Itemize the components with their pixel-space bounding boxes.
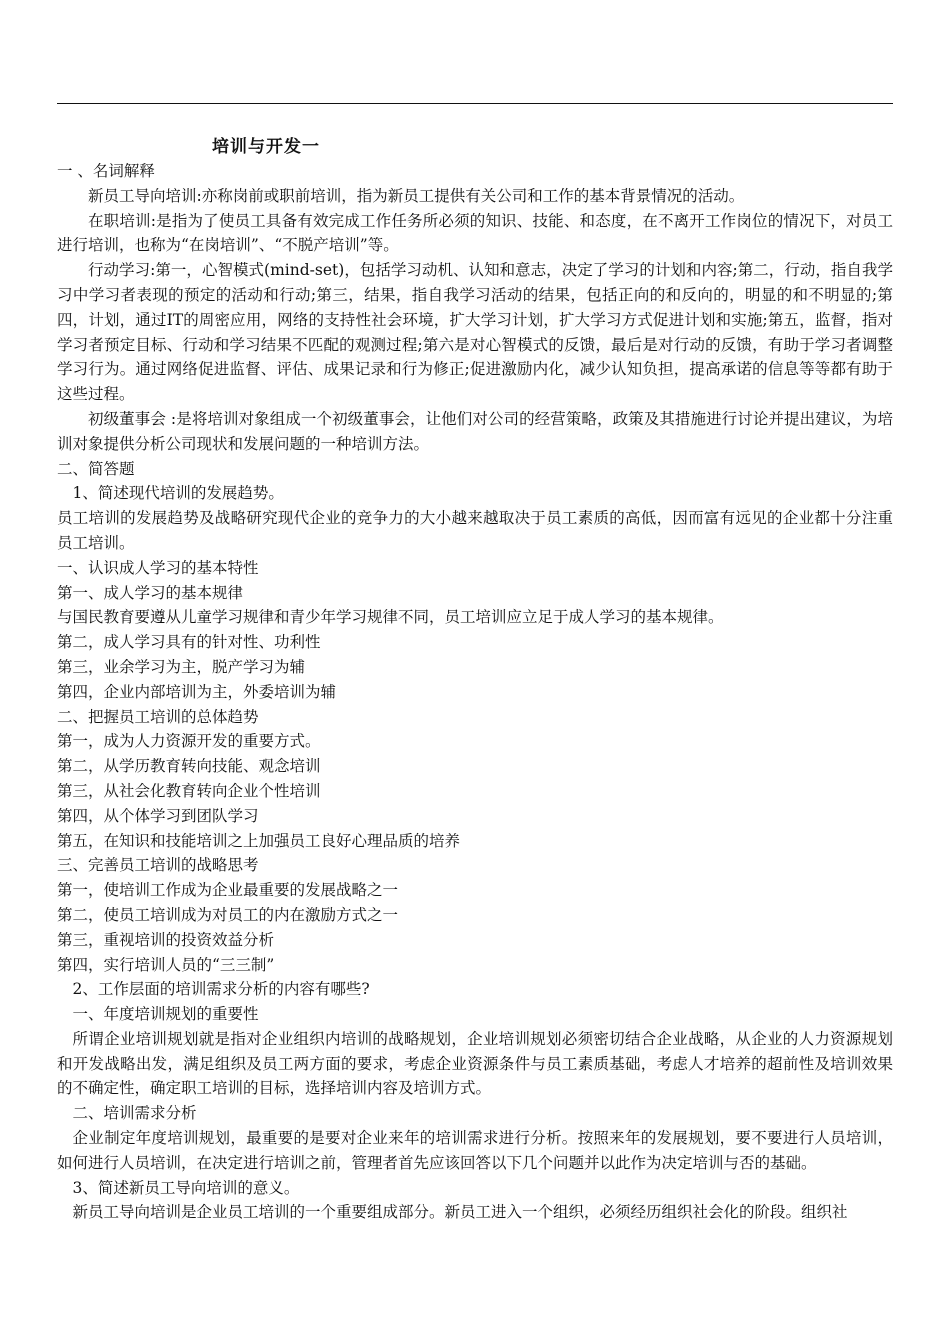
paragraph: 第一，使培训工作成为企业最重要的发展战略之一	[57, 881, 399, 900]
paragraph: 一、年度培训规划的重要性	[72, 1005, 259, 1024]
paragraph: 2、工作层面的培训需求分析的内容有哪些?	[72, 980, 370, 999]
paragraph: 第二，成人学习具有的针对性、功利性	[57, 633, 321, 652]
paragraph: 初级董事会 :是将培训对象组成一个初级董事会，让他们对公司的经营策略，政策及其措施进行讨论并提出建议，为培训对象提供分析公司现状和发展问题的一种培训方法。	[57, 409, 893, 453]
document-title: 培训与开发一	[212, 137, 320, 157]
paragraph: 新员工导向培训:亦称岗前或职前培训，指为新员工提供有关公司和工作的基本背景情况的活动。	[88, 186, 745, 205]
header-rule	[57, 103, 893, 104]
paragraph: 第四，从个体学习到团队学习	[57, 806, 259, 825]
paragraph: 第四，企业内部培训为主，外委培训为辅	[57, 682, 337, 701]
paragraph: 企业制定年度培训规划，最重要的是要对企业来年的培训需求进行分析。按照来年的发展规划，要不要进行人员培训，如何进行人员培训，在决定进行培训之前，管理者首先应该回答以下几个问题并以此作为决定培训与否的基础。	[57, 1129, 893, 1172]
paragraph: 第二，从学历教育转向技能、观念培训	[57, 757, 321, 776]
paragraph: 一 、名词解释	[57, 162, 155, 180]
paragraph: 第一，成为人力资源开发的重要方式。	[57, 732, 321, 751]
paragraph: 第三，重视培训的投资效益分析	[57, 930, 275, 949]
paragraph: 第一、成人学习的基本规律	[57, 583, 244, 602]
paragraph: 在职培训:是指为了使员工具备有效完成工作任务所必须的知识、技能、和态度，在不离开工作岗位的情况下，对员工进行培训，也称为“在岗培训”、“不脱产培训”等。	[57, 211, 893, 255]
paragraph: 二、把握员工培训的总体趋势	[57, 707, 259, 726]
paragraph: 行动学习:第一，心智模式(mind-set)，包括学习动机、认知和意志，决定了学习的计划和内容;第二，行动，指自我学习中学习者表现的预定的活动和行动;第三，结果，指自我学习活动的结果，包括正向的和反向的，明显的和不明显的;第四，计划，通过IT的周密应用，网络的支持性社会环境，扩大学习计划，扩大学习方式促进计划和实施;第五，监督，指对学习者预定目标、行动和学习结果不匹配的观测过程;第六是对心智模式的反馈，最后是对行动的反馈，有助于学习者调整学习行为。通过网络促进监督、评估、成果记录和行为修正;促进激励内化，减少认知负担，提高承诺的信息等等都有助于这些过程。	[57, 261, 893, 404]
paragraph: 二、简答题	[57, 459, 135, 478]
paragraph: 员工培训的发展趋势及战略研究现代企业的竞争力的大小越来越取决于员工素质的高低，因而富有远见的企业都十分注重员工培训。	[57, 509, 893, 552]
paragraph: 一、认识成人学习的基本特性	[57, 558, 259, 577]
document-body	[57, 159, 893, 1225]
paragraph: 1、简述现代培训的发展趋势。	[72, 484, 284, 503]
paragraph: 第二，使员工培训成为对员工的内在激励方式之一	[57, 905, 399, 924]
paragraph: 第四，实行培训人员的“三三制”	[57, 955, 275, 974]
paragraph: 第三，从社会化教育转向企业个性培训	[57, 781, 321, 800]
paragraph: 与国民教育要遵从儿童学习规律和青少年学习规律不同，员工培训应立足于成人学习的基本规律。	[57, 608, 724, 627]
paragraph: 二、培训需求分析	[72, 1104, 197, 1123]
paragraph: 第五，在知识和技能培训之上加强员工良好心理品质的培养	[57, 831, 461, 850]
paragraph: 三、完善员工培训的战略思考	[57, 856, 259, 875]
paragraph: 第三，业余学习为主，脱产学习为辅	[57, 657, 306, 676]
paragraph: 3、简述新员工导向培训的意义。	[72, 1178, 300, 1197]
paragraph: 所谓企业培训规划就是指对企业组织内培训的战略规划，企业培训规划必须密切结合企业战略，从企业的人力资源规划和开发战略出发，满足组织及员工两方面的要求，考虑企业资源条件与员工素质基础，考虑人才培养的超前性及培训效果的不确定性，确定职工培训的目标，选择培训内容及培训方式。	[57, 1029, 893, 1098]
paragraph: 新员工导向培训是企业员工培训的一个重要组成部分。新员工进入一个组织，必须经历组织社会化的阶段。组织社	[72, 1203, 848, 1222]
